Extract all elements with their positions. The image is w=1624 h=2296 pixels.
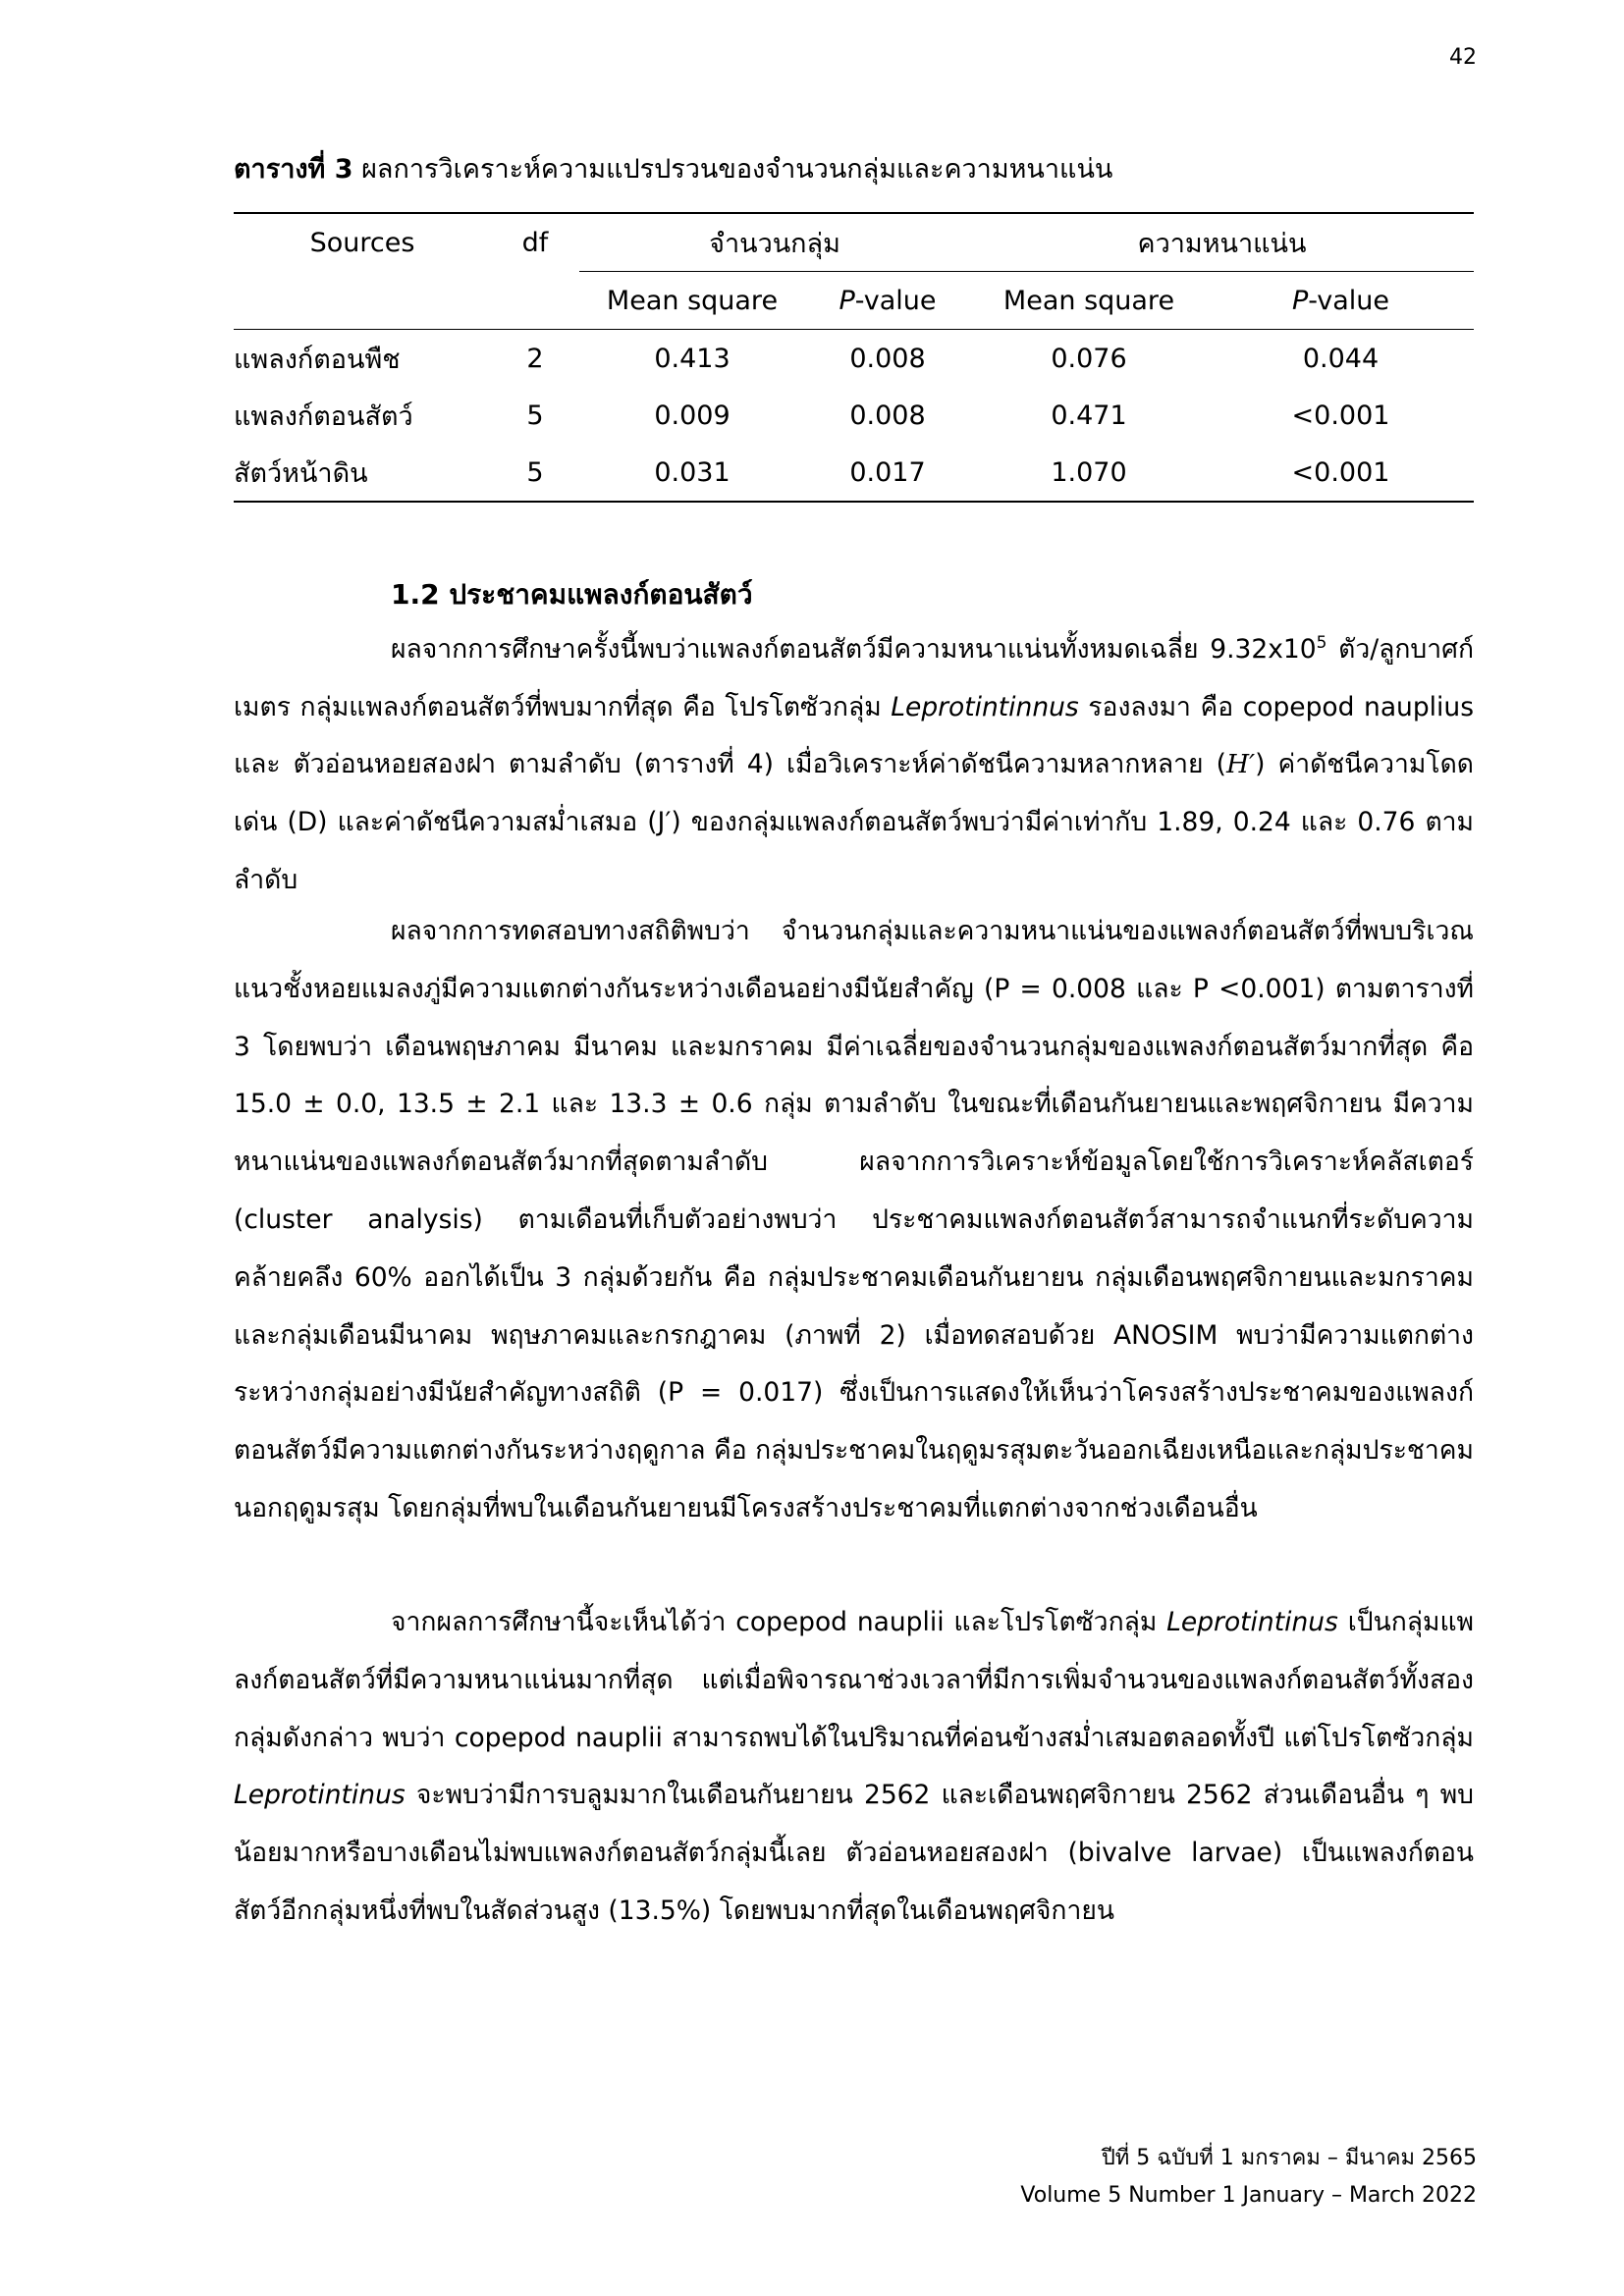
body-text-block-1 (234, 614, 1474, 910)
cell-count-p: 0.017 (805, 444, 970, 502)
cell-count-p: 0.008 (849, 400, 926, 431)
cell-count-p: 0.008 (849, 343, 926, 374)
paragraph-3: จากผลการศึกษานี้จะเห็นได้ว่า copepod nauplii และโปรโตซัวกลุ่ม Leprotintinus เป็นกลุ่มแพลงก์ตอนสัตว์ที่มีความหนาแน่นมากที่สุด แต่เมื่อพิจารณาช่วงเวลาที่มีการเพิ่มจำนวนของแพลงก์ตอนสัตว์ทั้งสองกลุ่มดังกล่าว พบว่า copepod nauplii สามารถพบได้ในปริมาณที่ค่อนข้างสม่ำเสมอตลอดทั้งปี แต่โปรโตซัวกลุ่ม Leprotintinus จะพบว่ามีการบลูมมากในเดือนกันยายน 2562 และเดือนพฤศจิกายน 2562 ส่วนเดือนอื่น ๆ พบน้อยมากหรือบางเดือนไม่พบแพลงก์ตอนสัตว์กลุ่มนี้เลย ตัวอ่อนหอยสองฝา (bivalve larvae) เป็นแพลงก์ตอนสัตว์อีกกลุ่มหนึ่งที่พบในสัดส่วนสูง (13.5%) โดยพบมากที่สุดในเดือนพฤศจิกายน (234, 1607, 1474, 1926)
table-row (234, 444, 1474, 502)
footer-english: Volume 5 Number 1 January – March 2022 (1020, 2183, 1477, 2208)
header-density-p-value: P-value (1208, 272, 1474, 330)
cell-source: สัตว์หน้าดิน (234, 444, 491, 502)
header-sources: Sources (234, 213, 491, 272)
cell-df: 5 (491, 444, 579, 502)
cell-source: แพลงก์ตอนพืช (234, 344, 401, 375)
cell-density-p: <0.001 (1208, 444, 1474, 502)
table-row (234, 387, 1474, 444)
table-header-row-2 (234, 272, 1474, 330)
header-count-mean-square: Mean square (579, 272, 805, 330)
table-row (234, 330, 1474, 388)
header-count-p-value: P-value (805, 272, 970, 330)
header-df: df (491, 213, 579, 272)
paragraph-2: ผลจากการทดสอบทางสถิติพบว่า จำนวนกลุ่มและความหนาแน่นของแพลงก์ตอนสัตว์ที่พบบริเวณแนวชั้งหอยแมลงภู่มีความแตกต่างกันระหว่างเดือนอย่างมีนัยสำคัญ (P = 0.008 และ P <0.001) ตามตารางที่ 3 โดยพบว่า เดือนพฤษภาคม มีนาคม และมกราคม มีค่าเฉลี่ยของจำนวนกลุ่มของแพลงก์ตอนสัตว์มากที่สุด คือ 15.0 ± 0.0, 13.5 ± 2.1 และ 13.3 ± 0.6 กลุ่ม ตามลำดับ ในขณะที่เดือนกันยายนและพฤศจิกายน มีความหนาแน่นของแพลงก์ตอนสัตว์มากที่สุดตามลำดับ ผลจากการวิเคราะห์ข้อมูลโดยใช้การวิเคราะห์คลัสเตอร์ (cluster analysis) ตามเดือนที่เก็บตัวอย่างพบว่า ประชาคมแพลงก์ตอนสัตว์สามารถจำแนกที่ระดับความคล้ายคลึง 60% ออกได้เป็น 3 กลุ่มด้วยกัน คือ กลุ่มประชาคมเดือนกันยายน กลุ่มเดือนพฤศจิกายนและมกราคม และกลุ่มเดือนมีนาคม พฤษภาคมและกรกฎาคม (ภาพที่ 2) เมื่อทดสอบด้วย ANOSIM พบว่ามีความแตกต่างระหว่างกลุ่มอย่างมีนัยสำคัญทางสถิติ (P = 0.017) ซึ่งเป็นการแสดงให้เห็นว่าโครงสร้างประชาคมของแพลงก์ตอนสัตว์มีความแตกต่างกันระหว่างฤดูกาล คือ กลุ่มประชาคมในฤดูมรสุมตะวันออกเฉียงเหนือและกลุ่มประชาคมนอกฤดูมรสุม โดยกลุ่มที่พบในเดือนกันยายนมีโครงสร้างประชาคมที่แตกต่างจากช่วงเดือนอื่น (234, 916, 1474, 1523)
paragraph-1: ผลจากการศึกษาครั้งนี้พบว่าแพลงก์ตอนสัตว์มีความหนาแน่นทั้งหมดเฉลี่ย $9.32x10^5$ ตัว/ลูกบาศก์เมตร กลุ่มแพลงก์ตอนสัตว์ที่พบมากที่สุด คือ โปรโตซัวกลุ่ม Leprotintinnus รองลงมา คือ copepod nauplius และ ตัวอ่อนหอยสองฝา ตามลำดับ (ตารางที่ 4) เมื่อวิเคราะห์ค่าดัชนีความหลากหลาย (H′) ค่าดัชนีความโดดเด่น (D) และค่าดัชนีความสม่ำเสมอ (J′) ของกลุ่มแพลงก์ตอนสัตว์พบว่ามีค่าเท่ากับ 1.89, 0.24 และ 0.76 ตามลำดับ (234, 633, 1475, 896)
table-caption (234, 147, 1112, 189)
table-caption-text: ผลการวิเคราะห์ความแปรปรวนของจำนวนกลุ่มและความหนาแน่น (352, 154, 1113, 185)
section-heading: 1.2 ประชาคมแพลงก์ตอนสัตว์ (391, 578, 753, 611)
cell-count-ms: 0.413 (654, 343, 731, 374)
header-blank-df (491, 272, 579, 330)
page-number: 42 (1449, 45, 1477, 70)
cell-count-ms: 0.031 (579, 444, 805, 502)
cell-df: 2 (526, 343, 544, 374)
cell-density-ms: 1.070 (970, 444, 1208, 502)
footer-thai: ปีที่ 5 ฉบับที่ 1 มกราคม – มีนาคม 2565 (1101, 2146, 1477, 2170)
cell-count-ms: 0.009 (654, 400, 731, 431)
cell-density-ms: 0.471 (1051, 400, 1127, 431)
cell-source: แพลงก์ตอนสัตว์ (234, 400, 413, 432)
table-header-row-1 (234, 213, 1474, 272)
body-text-block-3 (234, 1594, 1474, 1941)
header-group-count: จำนวนกลุ่ม (579, 213, 970, 272)
cell-density-p: 0.044 (1302, 343, 1380, 374)
header-blank-sources (234, 272, 491, 330)
cell-df: 5 (526, 400, 544, 431)
cell-density-p: <0.001 (1291, 400, 1390, 431)
body-text-block-2 (234, 903, 1474, 1538)
header-density-mean-square: Mean square (970, 272, 1208, 330)
anova-table (234, 212, 1474, 503)
table-caption-label: ตารางที่ 3 (234, 154, 353, 185)
cell-density-ms: 0.076 (1051, 343, 1127, 374)
header-density: ความหนาแน่น (970, 213, 1474, 272)
